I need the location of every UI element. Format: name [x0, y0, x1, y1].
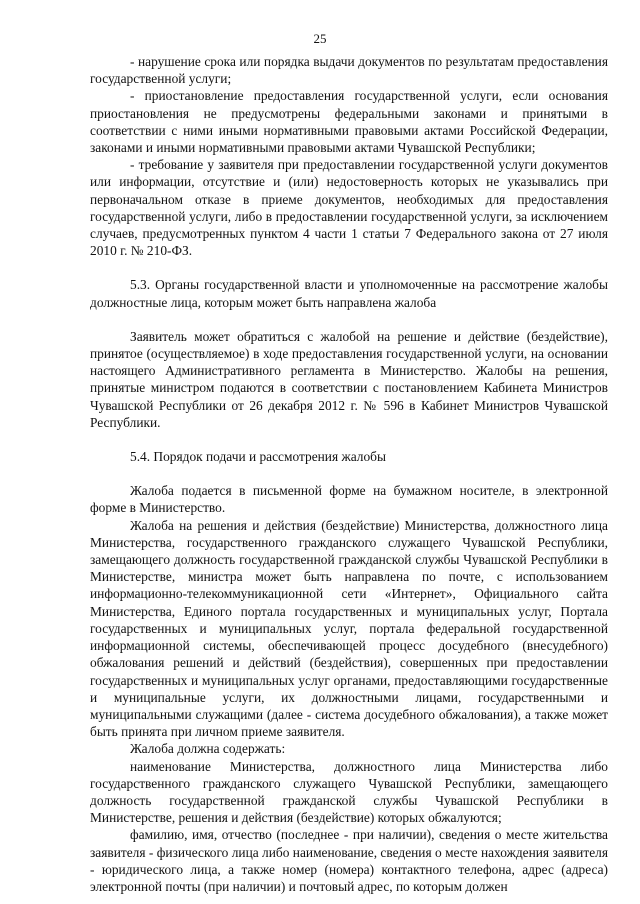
paragraph: наименование Министерства, должностного лица Министерства либо государственного гражданского служащего Чувашской Республики, замещающего должность государственной гражданской службы Чувашской Республики в Министерстве, решения и действия (бездействие) которых обжалуются;: [90, 758, 608, 826]
page-content: [90, 53, 608, 895]
list-item: - требование у заявителя при предоставлении государственной услуги документов или информации, отсутствие и (или) недостоверность которых не указывались при первоначальном отказе в приеме документов, необходимых для предоставления государственной услуги, либо в предоставлении государственной услуги, за исключением случаев, предусмотренных пунктом 4 части 1 статьи 7 Федерального закона от 27 июля 2010 г. № 210-ФЗ.: [90, 157, 608, 259]
page-number: 25: [313, 31, 327, 46]
list-item: - нарушение срока или порядка выдачи документов по результатам предоставления государственной услуги;: [90, 54, 608, 87]
paragraph: Жалоба на решения и действия (бездействие) Министерства, должностного лица Министерства, государственного гражданского служащего Чувашской Республики, замещающего должность государственной гражданской службы Чувашской Республики в Министерстве, министра может быть направлена по почте, с использованием информационно-телекоммуникационной сети «Интернет», Официального сайта Министерства, Единого портала государственных и муниципальных услуг, Портала государственных и муниципальных услуг, портала федеральной государственной информационной системы, обеспечивающей процесс досудебного (внесудебного) обжалования решений и действий (бездействия), совершенных при предоставлении государственных и муниципальных услуг органами, предоставляющими государственные и муниципальные услуги, их должностными лицами, государственными и муниципальными служащими (далее - система досудебного обжалования), а также может быть принята при личном приеме заявителя.: [90, 517, 608, 740]
paragraph: фамилию, имя, отчество (последнее - при наличии), сведения о месте жительства заявителя - физического лица либо наименование, сведения о месте нахождения заявителя - юридического лица, а также номер (номера) контактного телефона, адрес (адреса) электронной почты (при наличии) и почтовый адрес, по которым должен: [90, 827, 608, 894]
section-heading-5-3: 5.3. Органы государственной власти и уполномоченные на рассмотрение жалобы должностные лица, которым может быть направлена жалоба: [90, 277, 608, 310]
spacer: [90, 431, 608, 448]
section-heading-5-4: 5.4. Порядок подачи и рассмотрения жалобы: [130, 449, 386, 465]
paragraph: Жалоба должна содержать:: [130, 741, 286, 757]
spacer: [90, 465, 608, 482]
paragraph: Жалоба подается в письменной форме на бумажном носителе, в электронной форме в Министерство.: [90, 483, 608, 516]
paragraph: Заявитель может обратиться с жалобой на решение и действие (бездействие), принятое (осуществляемое) в ходе предоставления государственной услуги, на основании настоящего Административного регламента в Министерство. Жалобы на решения, принятые министром подаются в соответствии с постановлением Кабинета Министров Чувашской Республики от 26 декабря 2012 г. № 596 в Кабинет Министров Чувашской Республики.: [90, 328, 608, 430]
spacer: [90, 311, 608, 328]
spacer: [90, 259, 608, 276]
list-item: - приостановление предоставления государственной услуги, если основания приостановления не предусмотрены федеральными законами и принятыми в соответствии с ними иными нормативными правовыми актами Российской Федерации, законами и иными нормативными правовыми актами Чувашской Республики;: [90, 88, 608, 156]
